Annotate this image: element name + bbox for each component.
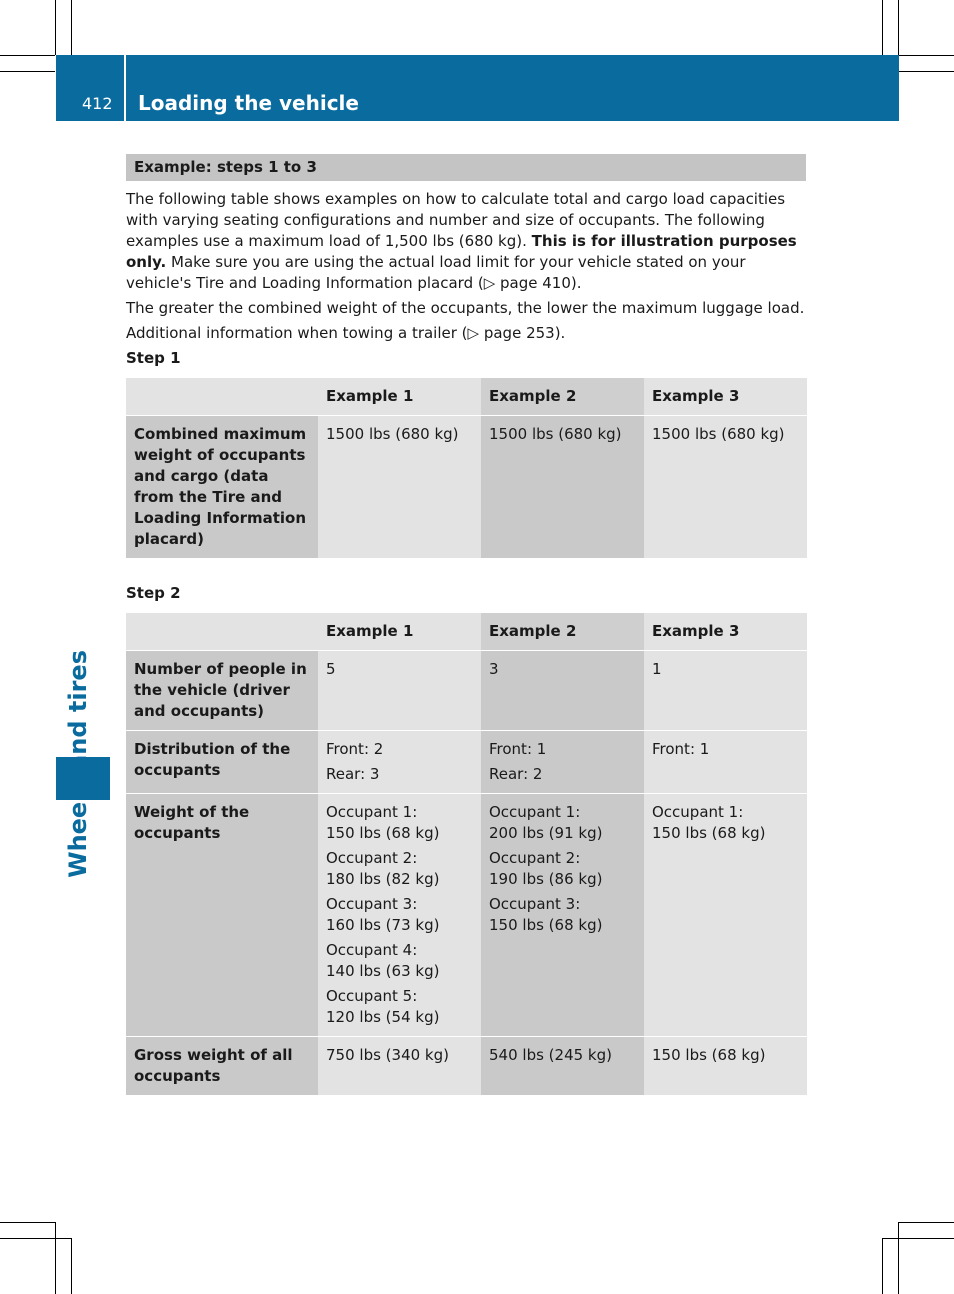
table-cell: 1500 lbs (680 kg) [481, 416, 644, 559]
header-divider [124, 55, 126, 121]
table-cell [644, 731, 807, 794]
table-cell [481, 794, 644, 1037]
occupant-weight: 200 lbs (91 kg) [489, 824, 603, 842]
crop-mark [898, 1222, 899, 1294]
row-label: Distribution of the occupants [126, 731, 318, 794]
luggage-paragraph: The greater the combined weight of the occupants, the lower the maximum luggage load. [126, 299, 805, 317]
table-header-row [126, 378, 807, 416]
intro-bold-text: This is for illustration purposes only. [126, 232, 797, 271]
crop-mark [0, 55, 55, 56]
crop-mark [898, 0, 899, 55]
column-header: Example 2 [481, 378, 644, 416]
occupant-weight: 190 lbs (86 kg) [489, 870, 603, 888]
section-heading: Example: steps 1 to 3 [126, 154, 806, 181]
step-2-label: Step 2 [126, 584, 181, 602]
crop-mark [899, 1222, 954, 1223]
side-tab [60, 650, 106, 1270]
cell-line: Rear: 3 [326, 765, 380, 783]
table-row [126, 794, 807, 1037]
crop-mark [71, 0, 72, 55]
crop-mark [882, 1238, 954, 1239]
step-1-table [126, 378, 807, 559]
cell-line: Front: 1 [489, 740, 547, 758]
table-cell: 150 lbs (68 kg) [644, 1037, 807, 1096]
crop-mark [882, 0, 883, 55]
table-row [126, 731, 807, 794]
page-header [56, 55, 899, 121]
crop-mark [55, 1222, 56, 1294]
crop-mark [55, 0, 56, 55]
occupant-weight: 180 lbs (82 kg) [326, 870, 440, 888]
occupant-weight: 160 lbs (73 kg) [326, 916, 440, 934]
table-cell: 540 lbs (245 kg) [481, 1037, 644, 1096]
column-header: Example 1 [318, 378, 481, 416]
cell-line: Rear: 2 [489, 765, 543, 783]
occupant-weight: 120 lbs (54 kg) [326, 1008, 440, 1026]
table-cell: 1 [644, 651, 807, 731]
crop-mark [882, 1238, 883, 1294]
table-row [126, 1037, 807, 1096]
step-2-table [126, 613, 807, 1096]
occupant-label: Occupant 4: [326, 941, 418, 959]
table-cell [318, 794, 481, 1037]
row-label: Number of people in the vehicle (driver and occupants) [126, 651, 318, 731]
table-cell [318, 731, 481, 794]
trailer-paragraph: Additional information when towing a trailer (▷ page 253). [126, 324, 566, 342]
table-cell: 3 [481, 651, 644, 731]
table-header-row [126, 613, 807, 651]
step-1-label: Step 1 [126, 349, 181, 367]
table-cell: 1500 lbs (680 kg) [644, 416, 807, 559]
cell-line: Front: 1 [652, 740, 710, 758]
occupant-weight: 150 lbs (68 kg) [326, 824, 440, 842]
crop-mark [0, 1222, 55, 1223]
row-label: Weight of the occupants [126, 794, 318, 1037]
crop-mark [899, 71, 954, 72]
column-header: Example 2 [481, 613, 644, 651]
table-row [126, 416, 807, 559]
table-cell: 750 lbs (340 kg) [318, 1037, 481, 1096]
crop-mark [0, 71, 55, 72]
occupant-label: Occupant 1: [326, 803, 418, 821]
table-cell [481, 731, 644, 794]
row-label: Combined maximum weight of occupants and cargo (data from the Tire and Loading Information placard) [126, 416, 318, 559]
column-header: Example 3 [644, 378, 807, 416]
row-label: Gross weight of all occupants [126, 1037, 318, 1096]
intro-text-1: The following table shows examples on how to calculate total and cargo load capacities with varying seating configurations and number and size of occupants. The following examples use a maximum load of 1,500 lbs (680 kg). [126, 190, 786, 250]
intro-text-2: Make sure you are using the actual load limit for your vehicle stated on your vehicle's Tire and Loading Information placard (▷ page 410). [126, 253, 746, 292]
table-cell: 1500 lbs (680 kg) [318, 416, 481, 559]
section-title: Loading the vehicle [138, 91, 359, 115]
occupant-weight: 150 lbs (68 kg) [652, 824, 766, 842]
occupant-label: Occupant 5: [326, 987, 418, 1005]
side-tab-marker [56, 757, 110, 800]
table-cell: 5 [318, 651, 481, 731]
occupant-label: Occupant 3: [489, 895, 581, 913]
occupant-label: Occupant 1: [652, 803, 744, 821]
intro-paragraph [126, 189, 806, 294]
main-content [126, 154, 806, 1096]
column-header: Example 3 [644, 613, 807, 651]
cell-line: Front: 2 [326, 740, 384, 758]
occupant-label: Occupant 1: [489, 803, 581, 821]
column-header: Example 1 [318, 613, 481, 651]
occupant-label: Occupant 3: [326, 895, 418, 913]
column-header [126, 378, 318, 416]
occupant-weight: 150 lbs (68 kg) [489, 916, 603, 934]
occupant-label: Occupant 2: [326, 849, 418, 867]
column-header [126, 613, 318, 651]
page-number: 412 [82, 94, 113, 113]
table-row [126, 651, 807, 731]
crop-mark [899, 55, 954, 56]
occupant-label: Occupant 2: [489, 849, 581, 867]
table-cell [644, 794, 807, 1037]
occupant-weight: 140 lbs (63 kg) [326, 962, 440, 980]
